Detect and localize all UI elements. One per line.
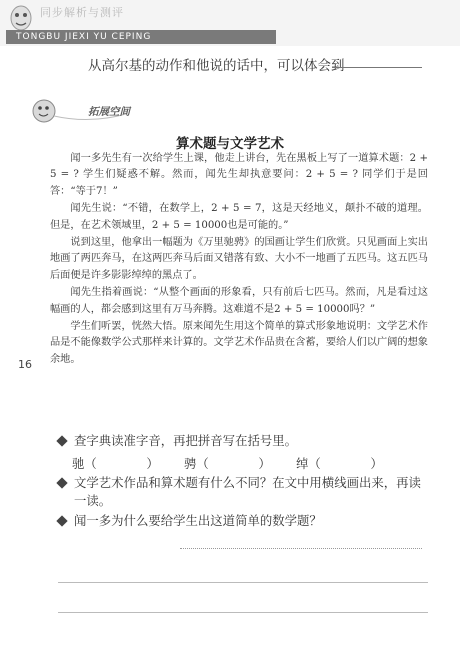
article-paragraph: 闻先生指着画说：“从整个画面的形象看，只有前后七匹马。然而，凡是看过这幅画的人，都会感到这里有万马奔腾。这难道不是2 + 5 = 10000吗？” <box>50 287 428 315</box>
diamond-bullet-icon <box>56 435 67 446</box>
article-title: 算术题与文学艺术 <box>176 136 284 152</box>
header-title: 同步解析与测评 <box>40 6 124 19</box>
pinyin-blank[interactable]: 驰（ ） <box>72 456 159 471</box>
pinyin-row <box>72 454 428 472</box>
header-subtitle: TONGBU JIEXI YU CEPING <box>6 30 276 44</box>
question-list <box>58 432 428 532</box>
diamond-bullet-icon <box>56 515 67 526</box>
article-paragraph: 闻先生说：“不错，在数学上，2 + 5 = 7，这是天经地义，颠扑不破的道理。但是，在艺术领域里，2 + 5 = 10000也是可能的。” <box>50 203 428 231</box>
question-text: 查字典读准字音，再把拼音写在括号里。 <box>74 433 298 448</box>
question-item <box>58 474 428 510</box>
diamond-bullet-icon <box>56 477 67 488</box>
answer-line <box>332 67 422 68</box>
question-item <box>58 512 428 530</box>
answer-line[interactable] <box>58 582 428 583</box>
divider <box>180 548 422 549</box>
section-label: 拓展空间 <box>88 106 130 118</box>
question-text: 文学艺术作品和算术题有什么不同？在文中用横线画出来，再读一读。 <box>74 475 421 508</box>
pinyin-blank[interactable]: 骋（ ） <box>184 456 271 471</box>
article-paragraph: 闻一多先生有一次给学生上课，他走上讲台，先在黑板上写了一道算术题：2 + 5 = ? 学生们疑惑不解。然而，闻先生却执意要问：2 + 5 = ? 同学们于是回答：“等于7！” <box>50 153 428 197</box>
question-item <box>58 432 428 450</box>
pinyin-blank[interactable]: 绰（ ） <box>296 456 383 471</box>
question-text: 闻一多为什么要给学生出这道简单的数学题？ <box>74 513 322 528</box>
article-paragraph: 说到这里，他拿出一幅题为《万里驰骋》的国画让学生们欣赏。只见画面上实出地画了两匹奔马，在这两匹奔马后面又错落有致、大小不一地画了五匹马。这五匹马后面便是许多影影绰绰的黑点了。 <box>50 237 428 281</box>
article-body <box>50 151 428 369</box>
page-number: 16 <box>18 358 32 371</box>
article-paragraph: 学生们听罢，恍然大悟。原来闻先生用这个简单的算式形象地说明：文学艺术作品是不能像数学公式那样来计算的。文学艺术作品贵在含蓄，要给人们以广阔的想象余地。 <box>50 321 428 365</box>
answer-line[interactable] <box>58 612 428 613</box>
top-question-line: 从高尔基的动作和他说的话中，可以体会到 <box>88 58 345 74</box>
